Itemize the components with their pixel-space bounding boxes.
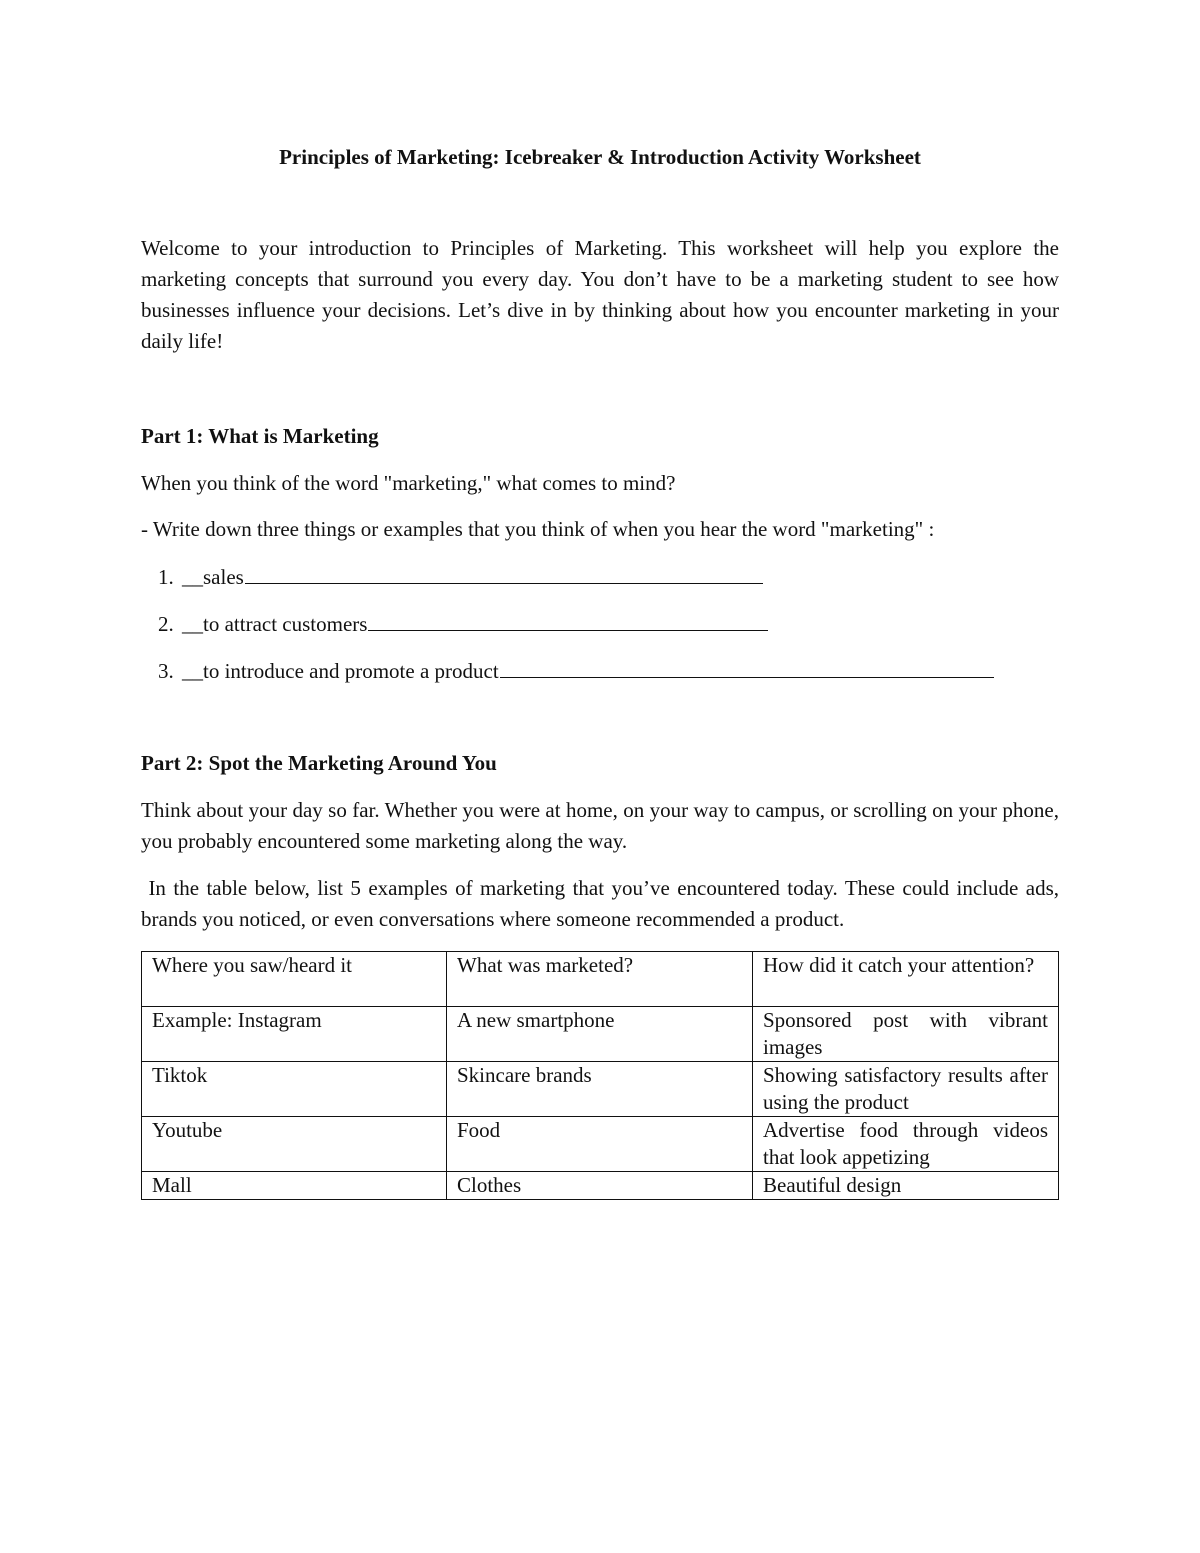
worksheet-title: Principles of Marketing: Icebreaker & Introduction Activity Worksheet [279,145,921,169]
answer-text: __to attract customers [182,612,368,636]
table-header-row [142,952,1059,1007]
part1-heading: Part 1: What is Marketing [141,424,379,448]
marketing-examples-table [141,951,1059,1200]
answer-text: __sales [182,565,244,589]
part2-paragraph-2: In the table below, list 5 examples of marketing that you’ve encountered today. These could include ads, brands you noticed, or even conversations where someone recommended a product. [141,876,1065,931]
table-cell: Youtube [142,1117,447,1172]
table-row [142,1172,1059,1200]
answer-item-1 [158,561,763,593]
table-cell: Clothes [447,1172,753,1200]
table-header-cell: How did it catch your attention? [753,952,1059,1007]
part2-heading: Part 2: Spot the Marketing Around You [141,751,497,775]
answer-underline [245,561,763,584]
table-cell: Skincare brands [447,1062,753,1117]
table-cell: A new smartphone [447,1007,753,1062]
table-row [142,1117,1059,1172]
answer-item-3 [158,655,994,687]
table-cell: Advertise food through videos that look appetizing [753,1117,1059,1172]
table-cell: Tiktok [142,1062,447,1117]
table-cell: Showing satisfactory results after using the product [753,1062,1059,1117]
table-header-cell: What was marketed? [447,952,753,1007]
table-cell: Example: Instagram [142,1007,447,1062]
answer-number: 3. [158,659,174,683]
answer-text: __to introduce and promote a product [182,659,499,683]
answer-number: 1. [158,565,174,589]
part1-instruction: - Write down three things or examples that you think of when you hear the word "marketing" : [141,517,935,541]
answer-item-2 [158,608,768,640]
answer-number: 2. [158,612,174,636]
table-cell: Beautiful design [753,1172,1059,1200]
table-cell: Mall [142,1172,447,1200]
part1-question: When you think of the word "marketing," what comes to mind? [141,471,676,495]
intro-paragraph: Welcome to your introduction to Principles of Marketing. This worksheet will help you explore the marketing concepts that surround you every day. You don’t have to be a marketing student to see how businesses influence your decisions. Let’s dive in by thinking about how you encounter marketing in your daily life! [141,236,1059,353]
table-row [142,1062,1059,1117]
answer-underline [500,655,994,678]
table-cell: Sponsored post with vibrant images [753,1007,1059,1062]
table-row [142,1007,1059,1062]
part2-paragraph-1: Think about your day so far. Whether you were at home, on your way to campus, or scrolling on your phone, you probably encountered some marketing along the way. [141,798,1059,853]
answer-underline [368,608,768,631]
table-cell: Food [447,1117,753,1172]
table-header-cell: Where you saw/heard it [142,952,447,1007]
